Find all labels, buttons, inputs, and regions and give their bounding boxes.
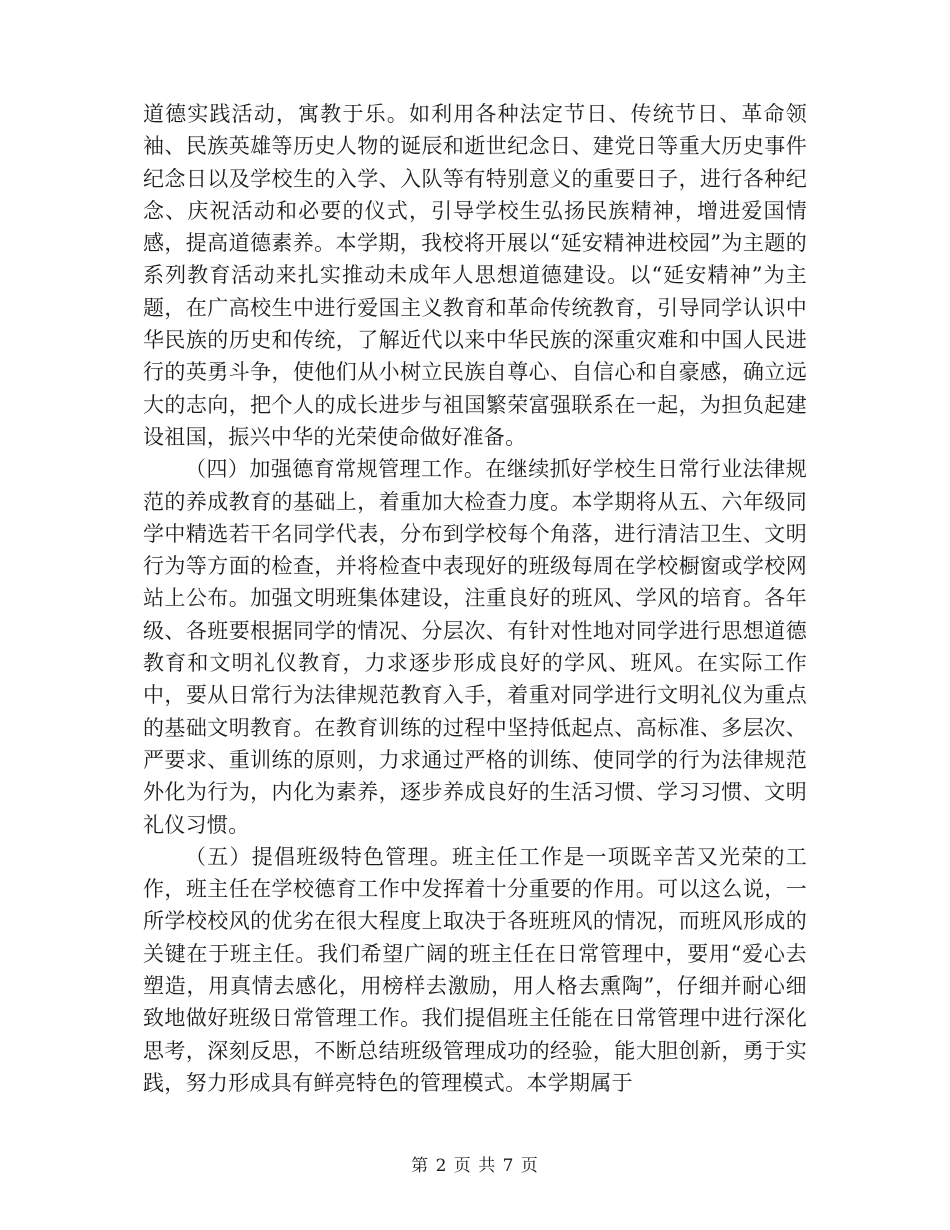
paragraph-2: （四）加强德育常规管理工作。在继续抓好学校生日常行业法律规范的养成教育的基础上，着重加大检查力度。本学期将从五、六年级同学中精选若干名同学代表，分布到学校每个角落，进行清洁卫生、文明行为等方面的检查，并将检查中表现好的班级每周在学校橱窗或学校网站上公布。加强文明班集体建设，注重良好的班风、学风的培育。各年级、各班要根据同学的情况、分层次、有针对性地对同学进行思想道德教育和文明礼仪教育，力求逐步形成良好的学风、班风。在实际工作中，要从日常行为法律规范教育入手，着重对同学进行文明礼仪为重点的基础文明教育。在教育训练的过程中坚持低起点、高标准、多层次、严要求、重训练的原则，力求通过严格的训练、使同学的行为法律规范外化为行为，内化为素养，逐步养成良好的生活习惯、学习习惯、文明礼仪习惯。 <box>143 457 807 837</box>
paragraph-3: （五）提倡班级特色管理。班主任工作是一项既辛苦又光荣的工作，班主任在学校德育工作中发挥着十分重要的作用。可以这么说，一所学校校风的优劣在很大程度上取决于各班班风的情况，而班风形成的关键在于班主任。我们希望广阔的班主任在日常管理中，要用“爱心去塑造，用真情去感化，用榜样去激励，用人格去熏陶”，仔细并耐心细致地做好班级日常管理工作。我们提倡班主任能在日常管理中进行深化思考，深刻反思，不断总结班级管理成功的经验，能大胆创新，勇于实践，努力形成具有鲜亮特色的管理模式。本学期属于 <box>143 844 807 1095</box>
paragraph-1: 道德实践活动，寓教于乐。如利用各种法定节日、传统节日、革命领袖、民族英雄等历史人物的诞辰和逝世纪念日、建党日等重大历史事件纪念日以及学校生的入学、入队等有特别意义的重要日子，进行各种纪念、庆祝活动和必要的仪式，引导学校生弘扬民族精神，增进爱国情感，提高道德素养。本学期，我校将开展以“延安精神进校园”为主题的系列教育活动来扎实推动未成年人思想道德建设。以“延安精神”为主题，在广高校生中进行爱国主义教育和革命传统教育，引导同学认识中华民族的历史和传统，了解近代以来中华民族的深重灾难和中国人民进行的英勇斗争，使他们从小树立民族自尊心、自信心和自豪感，确立远大的志向，把个人的成长进步与祖国繁荣富强联系在一起，为担负起建设祖国，振兴中华的光荣使命做好准备。 <box>143 102 807 449</box>
page-number-footer: 第 2 页 共 7 页 <box>411 1156 539 1176</box>
document-body <box>143 98 807 1099</box>
